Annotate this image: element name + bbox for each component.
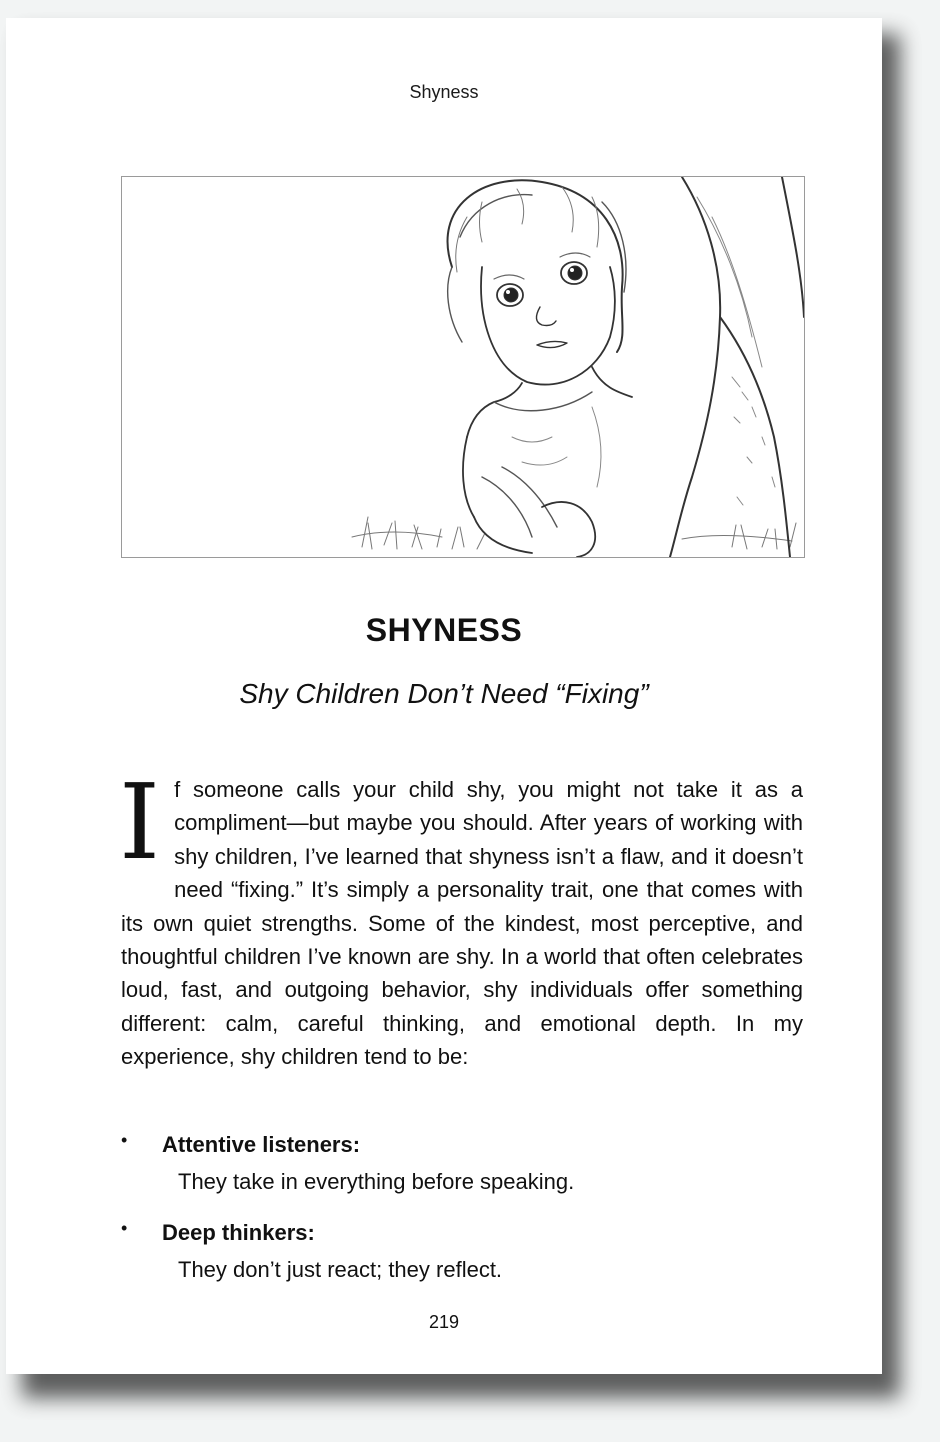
list-item-term: Attentive listeners:	[162, 1132, 361, 1157]
running-head: Shyness	[409, 82, 479, 102]
book-page	[6, 18, 882, 1374]
drop-cap: I	[119, 761, 161, 883]
bullet-list	[121, 1128, 803, 1304]
paragraph-text: f someone calls your child shy, you might not take it as a compliment—but maybe you should. After years of working with shy children, I’ve learned that shyness isn’t a flaw, and it doesn’t need “fixing.” It’s simply a personality trait, one that comes with its own quiet strengths. Some of the kindest, most perceptive, and thoughtful children I’ve known are shy. In a world that often celebrates loud, fast, and outgoing behavior, shy individuals offer something different: calm, careful thinking, and emotional depth. In my experience, shy children tend to be:	[121, 777, 803, 1070]
list-item-term: Deep thinkers:	[162, 1220, 315, 1245]
page-number: 219	[428, 1312, 460, 1332]
bullet-icon: •	[121, 1218, 128, 1238]
chapter-title: SHYNESS	[365, 612, 523, 648]
list-item-description: They don’t just react; they reflect.	[178, 1257, 503, 1282]
body-paragraph	[119, 761, 803, 1074]
child-illustration	[121, 176, 805, 558]
list-item-description: They take in everything before speaking.	[178, 1169, 575, 1194]
list-item	[121, 1128, 803, 1202]
bullet-icon: •	[121, 1130, 128, 1150]
chapter-subtitle: Shy Children Don’t Need “Fixing”	[239, 678, 649, 709]
list-item	[121, 1216, 803, 1290]
